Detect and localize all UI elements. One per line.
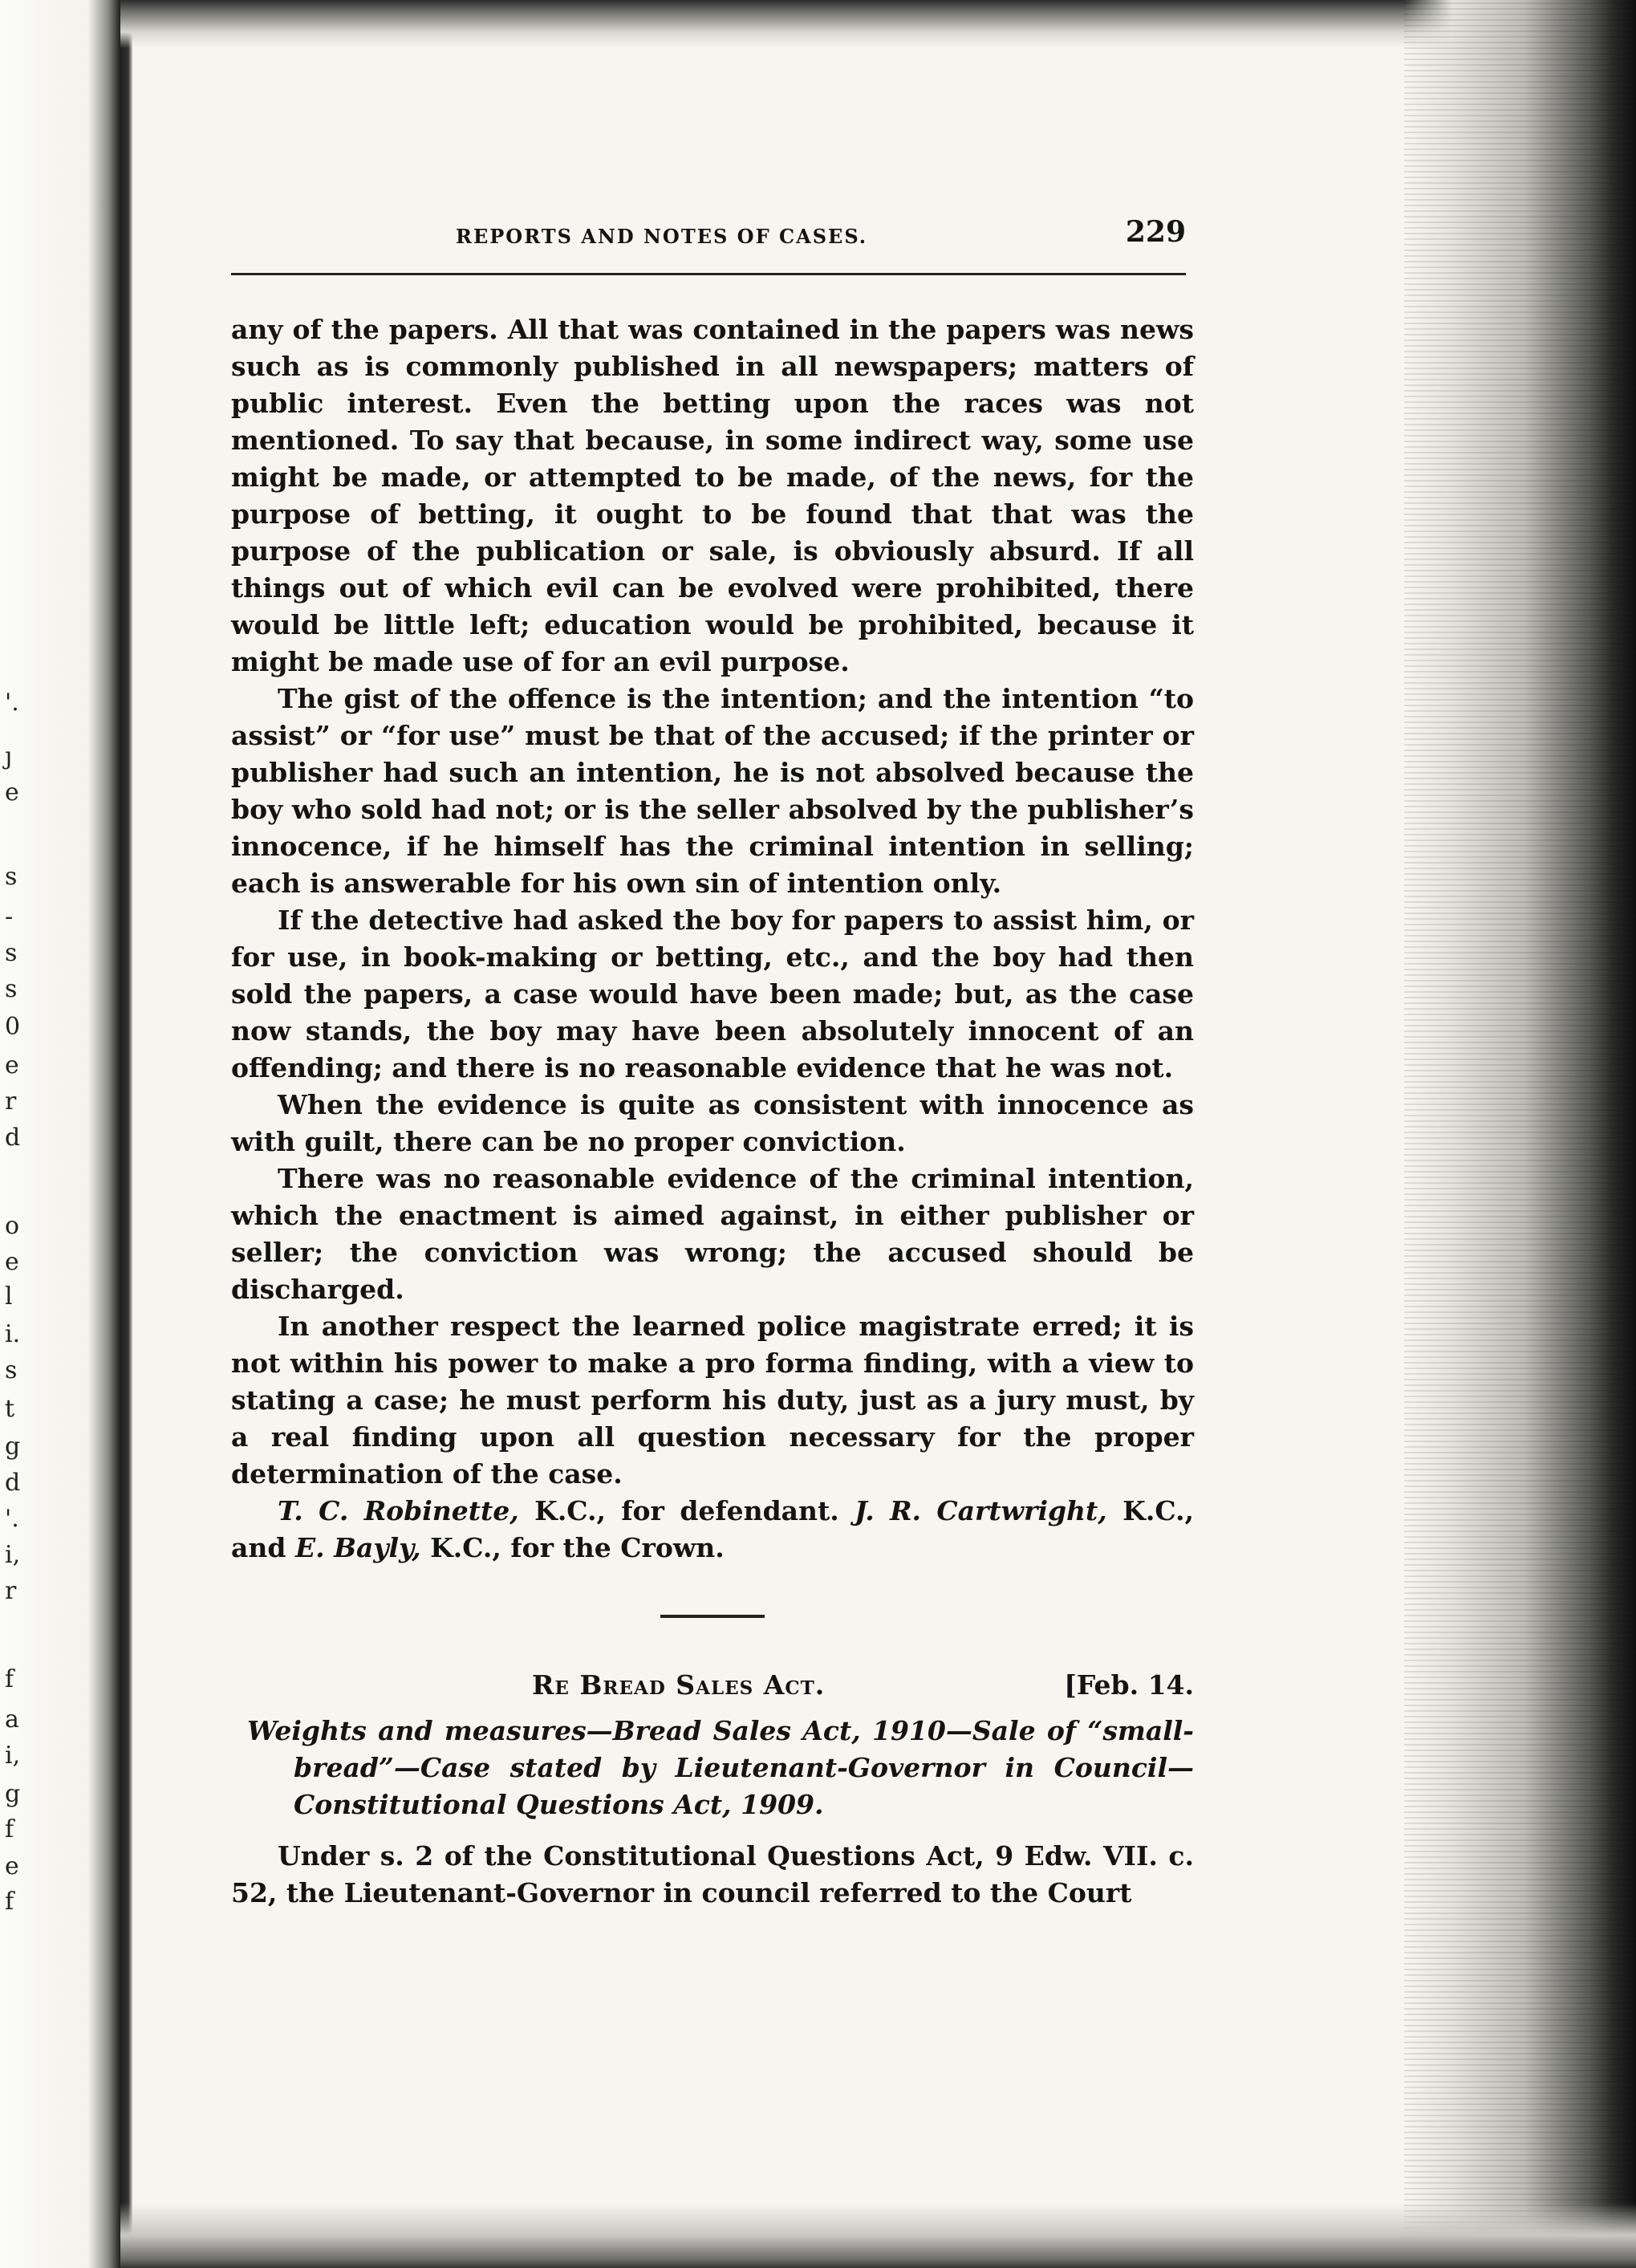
margin-letter: e	[5, 1051, 19, 1079]
paragraph: When the evidence is quite as consistent with innocence as with guilt, there can be no proper conviction.	[231, 1089, 1194, 1157]
margin-letter: i,	[5, 1742, 21, 1770]
margin-letter: a	[5, 1705, 19, 1734]
paragraph: There was no reasonable evidence of the criminal intention, which the enactment is aimed against, in either publisher or seller; the conviction was wrong; the accused should be discharged.	[231, 1163, 1194, 1305]
margin-letter: -	[5, 903, 14, 931]
counsel-line	[231, 1493, 1194, 1567]
scan-shadow-bottom	[120, 2203, 1636, 2268]
case-title: Re Bread Sales Act.	[532, 1669, 826, 1701]
margin-letter: f	[5, 1665, 14, 1693]
margin-letter: '.	[5, 689, 19, 717]
margin-letter: s	[5, 939, 18, 967]
counsel-role: K.C., for the Crown.	[420, 1532, 725, 1563]
margin-letter: s	[5, 1356, 18, 1384]
margin-letter: 0	[5, 1013, 21, 1041]
case-heading	[231, 1669, 1194, 1709]
headnote	[247, 1713, 1194, 1823]
margin-letter: i.	[5, 1320, 21, 1348]
margin-letter: o	[5, 1212, 20, 1240]
margin-letter: '.	[5, 1505, 19, 1533]
margin-letter: r	[5, 1087, 17, 1116]
margin-letter: s	[5, 863, 18, 891]
margin-letter: d	[5, 1124, 21, 1152]
paragraph: If the detective had asked the boy for papers to assist him, or for use, in book-making or betting, etc., and the boy had then sold the papers, a case would have been made; but, as the case now stands, the boy may have been absolutely innocent of an offending; and there is no reasonable evidence that he was not.	[231, 904, 1194, 1083]
paragraph: The gist of the offence is the intention; and the intention “to assist” or “for use” must be that of the accused; if the printer or publisher had such an intention, he is not absolved because the boy who sold had not; or is the seller absolved by the publisher’s innocence, if he himself has the criminal intention in selling; each is answerable for his own sin of intention only.	[231, 683, 1194, 899]
counsel-role: K.C., and	[231, 1495, 1195, 1563]
margin-letter: e	[5, 1852, 19, 1880]
counsel-name: E. Bayly,	[294, 1532, 421, 1563]
page-header	[231, 215, 1186, 255]
counsel-name: J. R. Cartwright,	[855, 1495, 1107, 1526]
case-intro	[231, 1838, 1194, 1912]
margin-letter: i,	[5, 1541, 21, 1569]
margin-letter: l	[5, 1282, 13, 1311]
margin-letter: e	[5, 778, 19, 807]
header-rule	[231, 273, 1186, 275]
margin-letter: e	[5, 1248, 19, 1276]
margin-letter: f	[5, 1888, 14, 1916]
case-date: [Feb. 14.	[1064, 1669, 1194, 1701]
margin-letter: ȷ	[5, 742, 13, 770]
scan-shadow-right	[1404, 0, 1636, 2268]
margin-letter: g	[5, 1433, 21, 1461]
page-number: 229	[1125, 215, 1186, 249]
margin-letter: s	[5, 975, 18, 1003]
section-separator	[660, 1615, 765, 1618]
paragraph: In another respect the learned police magistrate erred; it is not within his power to make a pro forma finding, with a view to stating a case; he must perform his duty, just as a jury must, by a real finding upon all question necessary for the proper determination of the case.	[231, 1311, 1194, 1490]
report-body	[231, 311, 1194, 1567]
running-title: REPORTS AND NOTES OF CASES.	[456, 225, 868, 248]
margin-letter: f	[5, 1815, 14, 1843]
intro-text: Under s. 2 of the Constitutional Questions Act, 9 Edw. VII. c. 52, the Lieutenant-Governor in council referred to the Court	[231, 1840, 1194, 1908]
counsel-name: T. C. Robinette,	[278, 1495, 519, 1526]
margin-letter: r	[5, 1577, 17, 1605]
margin-letter: d	[5, 1469, 21, 1497]
counsel-role: K.C., for defendant.	[518, 1495, 855, 1526]
facing-page-margin	[0, 0, 32, 2268]
headnote-text: Weights and measures—Bread Sales Act, 1910—Sale of “small-bread”—Case stated by Lieutenant-Governor in Council—Constitutional Questions Act, 1909.	[247, 1715, 1194, 1820]
paragraph: any of the papers. All that was contained in the papers was news such as is commonly published in all newspapers; matters of public interest. Even the betting upon the races was not mentioned. To say that because, in some indirect way, some use might be made, or attempted to be made, of the news, for the purpose of betting, it ought to be found that that was the purpose of the publication or sale, is obviously absurd. If all things out of which evil can be evolved were prohibited, there would be little left; education would be prohibited, because it might be made use of for an evil purpose.	[231, 314, 1194, 677]
margin-letter: g	[5, 1780, 21, 1808]
margin-letter: t	[5, 1395, 15, 1423]
